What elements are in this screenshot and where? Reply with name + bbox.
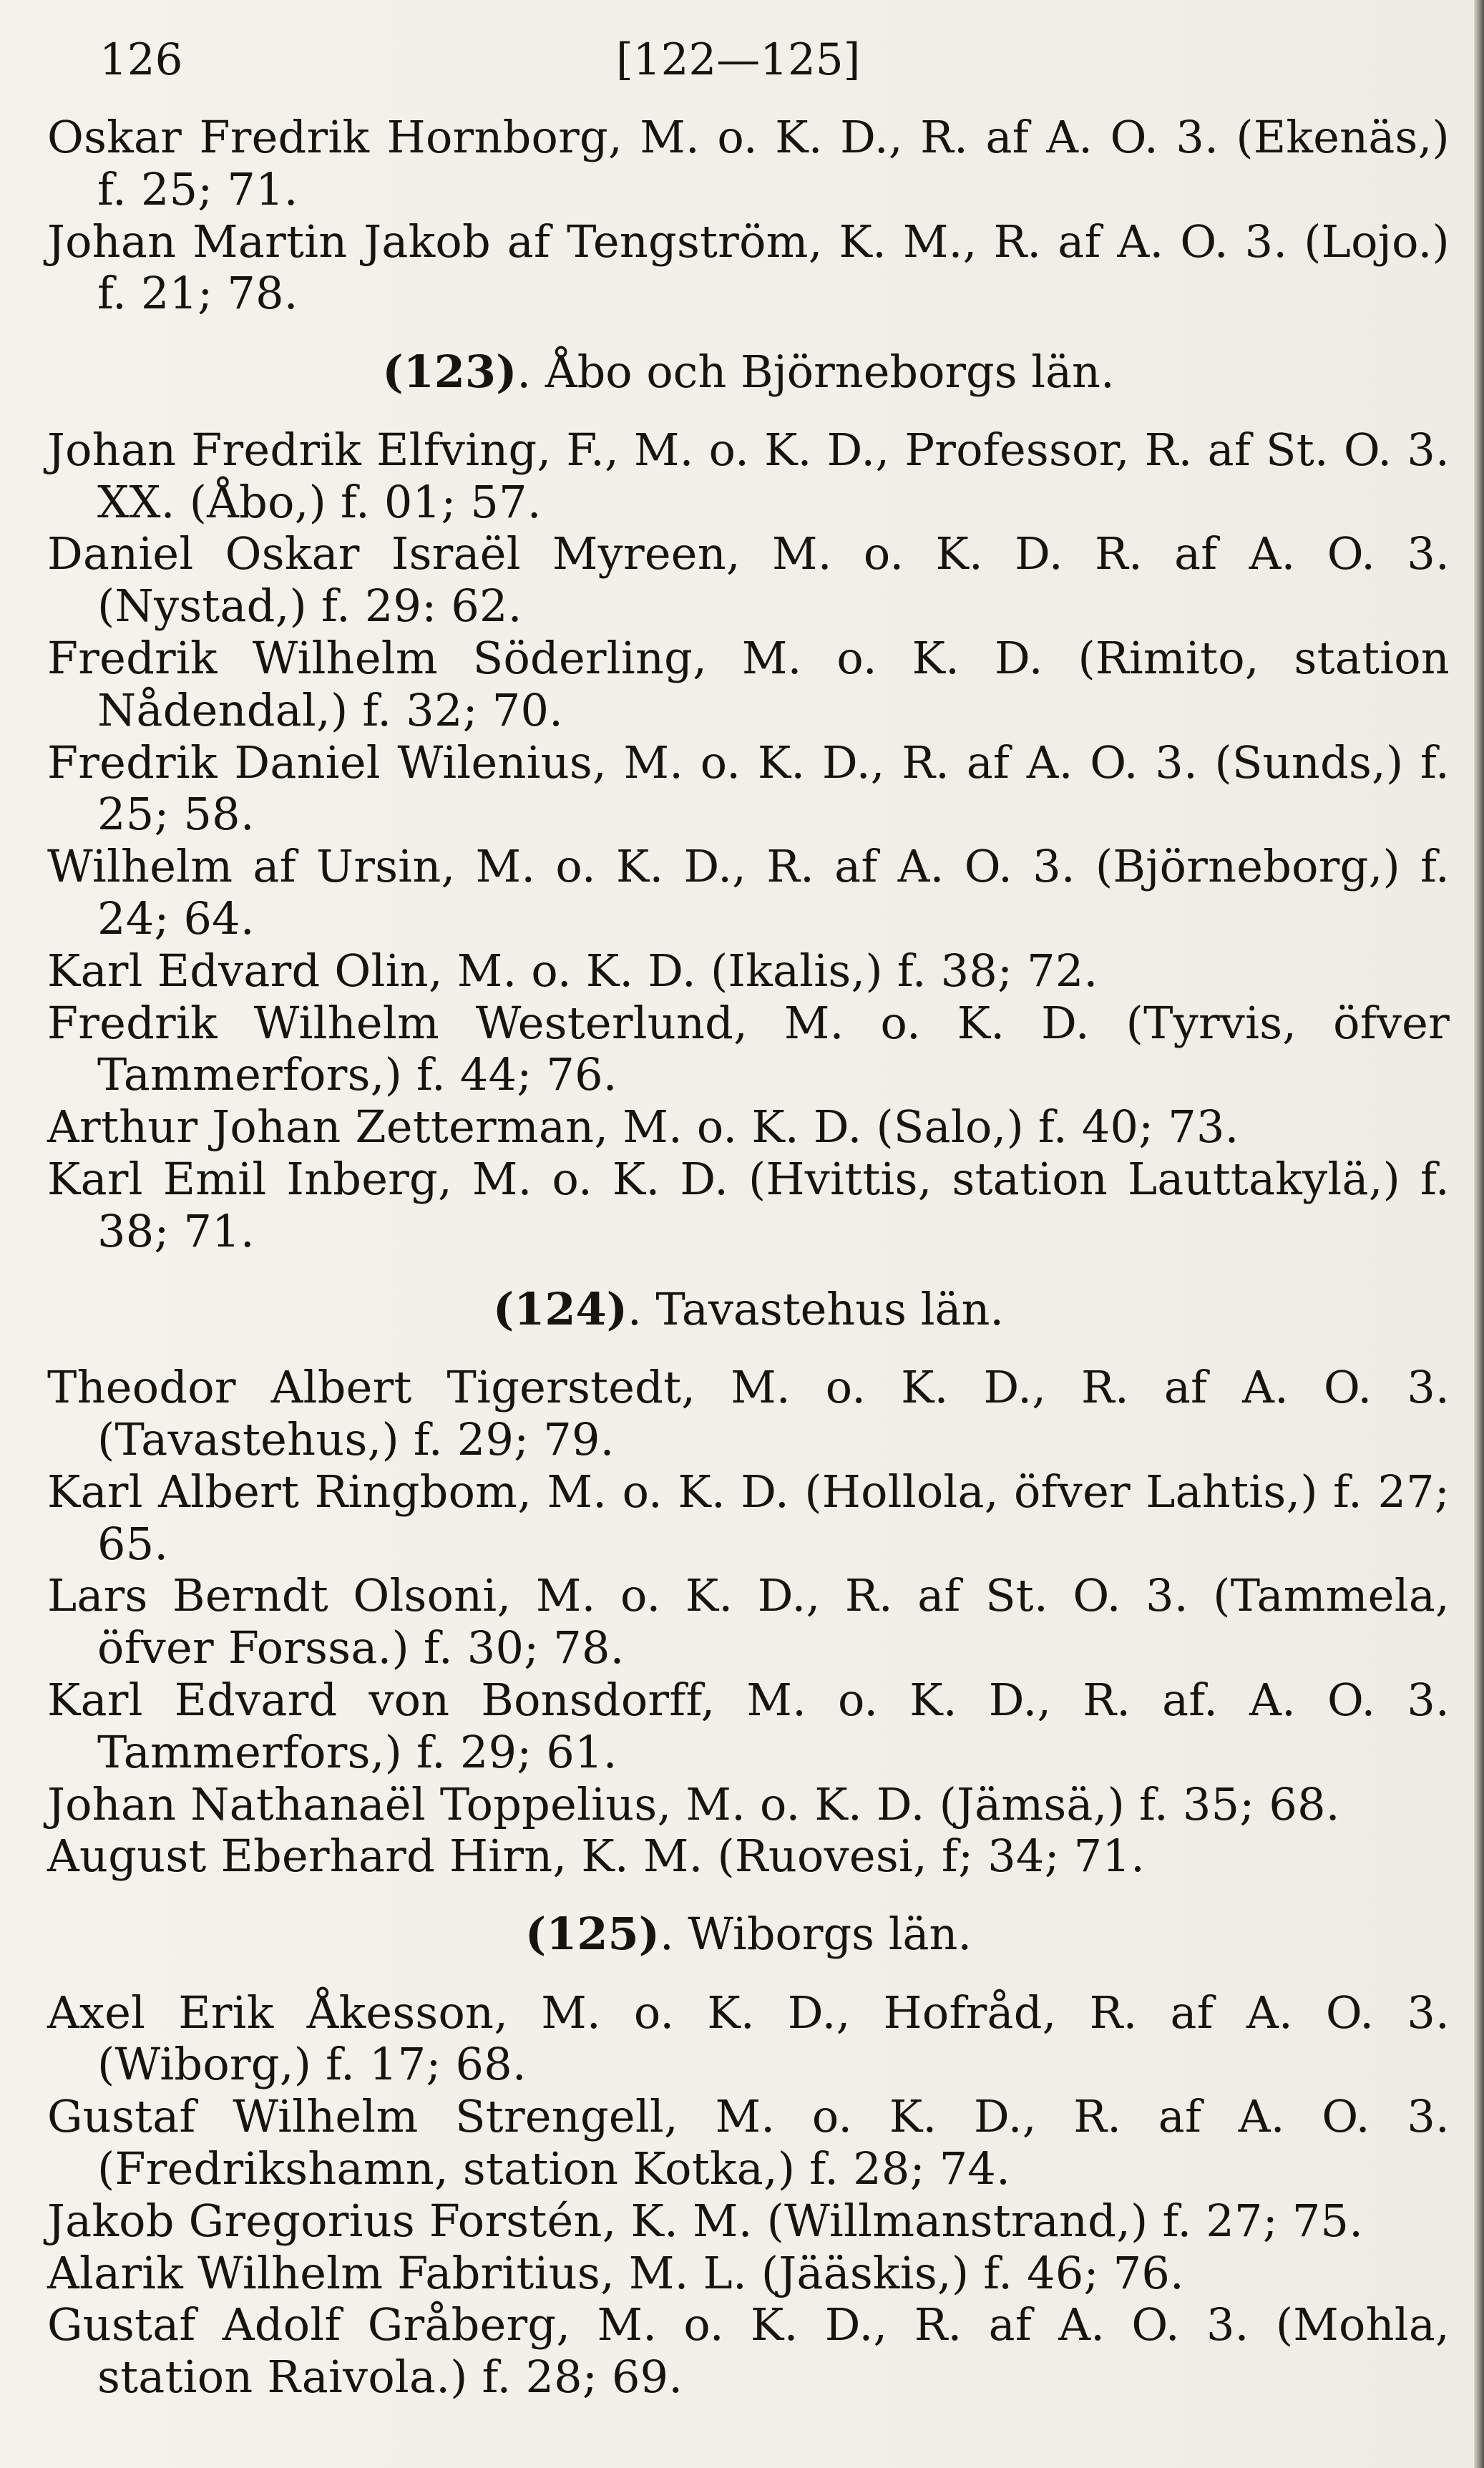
page-number: 126 [99, 34, 183, 85]
directory-listing [47, 112, 1450, 2404]
section-title: . Tavastehus län. [627, 1282, 1005, 1335]
list-entry: Karl Edvard Olin, M. o. K. D. (Ikalis,) f. 38; 72. [47, 944, 1098, 997]
section-number: (123) [382, 345, 517, 398]
list-entry: Karl Edvard von Bonsdorff, M. o. K. D., R. af. A. O. 3. Tammerfors,) f. 29; 61. [47, 1673, 1450, 1778]
section-title: . Wiborgs län. [659, 1908, 972, 1961]
section-heading [47, 1883, 1450, 1987]
section-heading [47, 320, 1450, 424]
list-entry: Johan Martin Jakob af Tengström, K. M., R. af A. O. 3. (Lojo.) f. 21; 78. [47, 215, 1450, 320]
list-entry: Fredrik Wilhelm Westerlund, M. o. K. D. (Tyrvis, öfver Tammerfors,) f. 44; 76. [47, 996, 1450, 1101]
list-entry: Johan Nathanaël Toppelius, M. o. K. D. (Jämsä,) f. 35; 68. [47, 1777, 1340, 1830]
list-entry: Gustaf Adolf Gråberg, M. o. K. D., R. af A. O. 3. (Mohla, station Raivola.) f. 28; 69. [47, 2298, 1450, 2404]
page-header [0, 31, 1484, 89]
page-edge [1474, 0, 1484, 2468]
list-entry: Lars Berndt Olsoni, M. o. K. D., R. af St. O. 3. (Tammela, öfver Forssa.) f. 30; 78. [47, 1569, 1450, 1674]
list-entry: Theodor Albert Tigerstedt, M. o. K. D., R. af A. O. 3. (Tavastehus,) f. 29; 79. [47, 1361, 1450, 1465]
list-entry: Karl Albert Ringbom, M. o. K. D. (Hollola, öfver Lahtis,) f. 27; 65. [47, 1465, 1450, 1570]
list-entry: Wilhelm af Ursin, M. o. K. D., R. af A. O. 3. (Björneborg,) f. 24; 64. [47, 840, 1450, 945]
section-title: . Åbo och Björneborgs län. [517, 345, 1115, 398]
list-entry: Oskar Fredrik Hornborg, M. o. K. D., R. af A. O. 3. (Ekenäs,) f. 25; 71. [47, 111, 1450, 215]
section-number: (125) [524, 1908, 660, 1961]
list-entry: Karl Emil Inberg, M. o. K. D. (Hvittis, station Lauttakylä,) f. 38; 71. [47, 1152, 1450, 1257]
section-heading [47, 1258, 1450, 1362]
list-entry: Arthur Johan Zetterman, M. o. K. D. (Salo,) f. 40; 73. [47, 1101, 1239, 1153]
list-entry: Fredrik Daniel Wilenius, M. o. K. D., R. af A. O. 3. (Sunds,) f. 25; 58. [47, 736, 1450, 841]
list-entry: Gustaf Wilhelm Strengell, M. o. K. D., R. af A. O. 3. (Fredrikshamn, station Kotka,) f. 28; 74. [47, 2090, 1450, 2195]
section-range: [122—125] [616, 34, 861, 85]
section-number: (124) [492, 1282, 628, 1335]
list-entry: Axel Erik Åkesson, M. o. K. D., Hofråd, R. af A. O. 3. (Wiborg,) f. 17; 68. [47, 1986, 1450, 2091]
list-entry: Johan Fredrik Elfving, F., M. o. K. D., Professor, R. af St. O. 3. XX. (Åbo,) f. 01; 57. [47, 423, 1450, 528]
list-entry: Alarik Wilhelm Fabritius, M. L. (Jääskis,) f. 46; 76. [47, 2246, 1184, 2299]
list-entry: Jakob Gregorius Forstén, K. M. (Willmanstrand,) f. 27; 75. [47, 2194, 1364, 2247]
list-entry: August Eberhard Hirn, K. M. (Ruovesi, f; 34; 71. [47, 1830, 1146, 1883]
list-entry: Fredrik Wilhelm Söderling, M. o. K. D. (Rimito, station Nådendal,) f. 32; 70. [47, 631, 1450, 736]
list-entry: Daniel Oskar Israël Myreen, M. o. K. D. R. af A. O. 3. (Nystad,) f. 29: 62. [47, 527, 1450, 633]
